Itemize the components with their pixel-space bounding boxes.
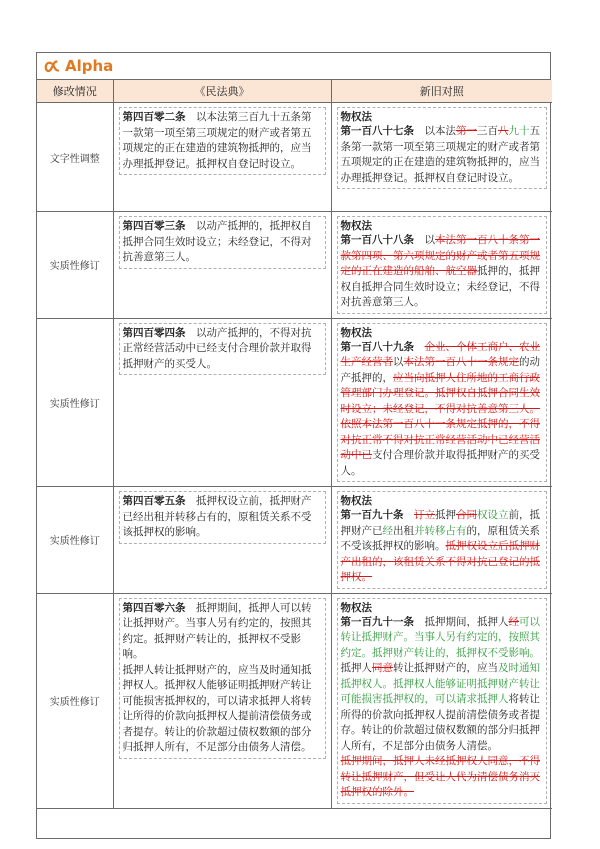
civil-code-article xyxy=(119,491,326,544)
unchanged-text: 的动产抵押的， xyxy=(340,356,540,384)
old-article-title: 第一百八十九条 xyxy=(340,340,414,353)
old-law-name: 物权法 xyxy=(340,220,372,232)
category-cell: 文字性调整 xyxy=(37,103,113,212)
deleted-text: 同意 xyxy=(372,662,393,674)
table-row xyxy=(37,593,552,808)
article-paragraph xyxy=(123,601,322,663)
civil-code-cell xyxy=(113,212,331,319)
unchanged-text: 以本法 xyxy=(424,125,456,137)
table-row xyxy=(37,487,552,594)
article-text: 抵押期间，抵押人可以转让抵押财产。当事人另有约定的，按照其约定。抵押财产转让的，抵押权不受影响。 xyxy=(122,601,312,660)
comparison-frame xyxy=(36,52,551,839)
table-header-row xyxy=(37,80,552,103)
deleted-text: 企业、个体工商户、农业生产经营者 xyxy=(340,340,540,368)
header-comparison: 新旧对照 xyxy=(331,80,552,103)
table-row xyxy=(37,103,552,212)
article-title: 第四百零四条 xyxy=(122,326,186,339)
civil-code-cell xyxy=(113,318,331,487)
article-text: 以动产抵押的，抵押权自抵押合同生效时设立；未经登记，不得对抗善意第三人。 xyxy=(122,220,312,263)
comparison-cell xyxy=(331,318,552,487)
comparison-cell xyxy=(331,593,552,808)
unchanged-text: 前，抵押财产已 xyxy=(340,509,540,537)
old-article-title: 第一百九十条 xyxy=(340,509,404,521)
header-category: 修改情况 xyxy=(37,80,113,103)
civil-code-article xyxy=(119,598,326,759)
table-row xyxy=(37,318,552,487)
inserted-text: 权设立 xyxy=(477,509,509,521)
brand-header xyxy=(37,53,550,80)
deleted-text: 应当向抵押人住所地的工商行政管理部门办理登记。抵押权自抵押合同生效时设立；未经登记，不得对抗善意第三人。 xyxy=(340,371,540,415)
civil-code-article xyxy=(119,216,326,269)
deleted-text: 本法第一百八十一条规定 xyxy=(403,356,519,368)
article-title: 第四百零二条 xyxy=(122,111,186,123)
article-title: 第四百零六条 xyxy=(122,601,186,614)
unchanged-text: 三百 xyxy=(477,125,498,137)
unchanged-text: 的，原租赁关系不受该抵押权的影响。 xyxy=(340,524,540,552)
unchanged-text: 以 xyxy=(424,234,435,246)
old-article-text xyxy=(341,341,541,477)
civil-code-cell xyxy=(113,593,331,808)
unchanged-text: 五条第一款第一项至第三项规定的财产或者第五项规定的正在建造的建筑物抵押的，应当办理抵押登记。抵押权自登记时设立。 xyxy=(340,125,540,184)
category-cell: 实质性修订 xyxy=(37,593,113,808)
unchanged-text: 将转让所得的价款向抵押权人提前清偿债务或者提存。转让的价款超过债权数额的部分归抵押人所有，不足部分由债务人清偿。 xyxy=(340,693,540,752)
old-article-title: 第一百八十八条 xyxy=(340,234,414,246)
inserted-text: 经 xyxy=(382,524,393,537)
inserted-text: 及时通知抵押权人。抵押权人能够证明抵押财产转让可能损害抵押权的，可以请求抵押人 xyxy=(340,662,540,705)
article-text: 抵押权设立前，抵押财产已经出租并转移占有的，原租赁关系不受该抵押权的影响。 xyxy=(122,495,312,538)
old-law-article xyxy=(337,107,548,189)
old-law-name: 物权法 xyxy=(340,111,372,123)
old-law-article xyxy=(337,323,548,483)
comparison-table xyxy=(37,80,552,809)
civil-code-article xyxy=(119,323,326,376)
inserted-text: 并转移占有 xyxy=(414,524,467,537)
old-article-paragraph xyxy=(341,754,544,801)
old-law-article xyxy=(337,216,548,314)
inserted-text: 九十 xyxy=(508,125,530,137)
category-cell: 实质性修订 xyxy=(37,212,113,319)
unchanged-text: 抵押期间，抵押人 xyxy=(424,615,509,628)
old-article-paragraph xyxy=(341,661,544,754)
article-text: 以本法第三百九十五条第一款第一项至第三项规定的财产或者第五项规定的正在建造的建筑物抵押的，应当办理抵押登记。抵押权自登记时设立。 xyxy=(122,111,312,170)
deleted-text: 抵押权设立后抵押财产出租的，该租赁关系不得对抗已登记的抵押权。 xyxy=(340,540,540,583)
comparison-cell xyxy=(331,487,552,594)
old-article-title: 第一百八十七条 xyxy=(340,125,414,137)
inserted-text: 可以转让抵押财产。当事人另有约定的，按照其约定。抵押财产转让的，抵押权不受影响。 xyxy=(340,615,540,659)
deleted-text: 本法第一百八十条第一款第四项、第六项规定的财产或者第五项规定的正在建造的船舶、航空器 xyxy=(340,234,540,277)
unchanged-text: 抵押 xyxy=(435,509,456,521)
civil-code-article xyxy=(119,107,326,175)
old-law-article xyxy=(337,491,548,589)
unchanged-text: 抵押人 xyxy=(340,662,372,674)
unchanged-text: 以 xyxy=(393,356,404,368)
old-law-name: 物权法 xyxy=(340,326,372,339)
table-row xyxy=(37,212,552,319)
alpha-logo-icon xyxy=(43,57,61,75)
comparison-cell xyxy=(331,212,552,319)
deleted-text: 订立 xyxy=(414,509,435,521)
civil-code-cell xyxy=(113,103,331,212)
old-law-article xyxy=(337,598,548,804)
deleted-text: 八 xyxy=(498,125,509,137)
category-cell: 实质性修订 xyxy=(37,487,113,594)
category-cell: 实质性修订 xyxy=(37,318,113,487)
header-civil-code: 《民法典》 xyxy=(113,80,331,103)
article-text: 以动产抵押的，不得对抗正常经营活动中已经支付合理价款并取得抵押财产的买受人。 xyxy=(122,326,312,370)
deleted-text: 经 xyxy=(508,615,519,628)
old-article-title: 第一百九十一条 xyxy=(340,615,414,628)
unchanged-text: 转让抵押财产的，应当 xyxy=(393,662,498,674)
old-law-name: 物权法 xyxy=(340,495,372,507)
deleted-text: 合同 xyxy=(456,509,477,521)
comparison-cell xyxy=(331,103,552,212)
old-article-paragraph xyxy=(341,615,544,662)
unchanged-text: 支付合理价款并取得抵押财产的买受人。 xyxy=(340,449,540,477)
unchanged-text: 出租 xyxy=(393,524,414,537)
deleted-text: 依照本法第一百八十一条规定抵押的，不得对抗正常不得对抗正常经营活动中已经营活动中已 xyxy=(340,418,540,461)
article-paragraph: 抵押人转让抵押财产的，应当及时通知抵押权人。抵押权人能够证明抵押财产转让可能损害抵押权的，可以请求抵押人将转让所得的价款向抵押权人提前清偿债务或者提存。转让的价款超过债权数额的部分归抵押人所有，不足部分由债务人清偿。 xyxy=(122,663,312,753)
unchanged-text: 抵押的，抵押权自抵押合同生效时设立；未经登记，不得对抗善意第三人。 xyxy=(340,265,540,308)
article-title: 第四百零三条 xyxy=(122,220,186,232)
article-title: 第四百零五条 xyxy=(122,495,186,507)
old-law-name: 物权法 xyxy=(340,601,372,614)
deleted-text: 抵押期间，抵押人未经抵押权人同意，不得转让抵押财产，但受让人代为清偿债务消灭抵押权的除外。 xyxy=(340,755,540,798)
civil-code-cell xyxy=(113,487,331,594)
brand-name: Alpha xyxy=(65,57,114,75)
deleted-text: 第一 xyxy=(456,125,477,137)
